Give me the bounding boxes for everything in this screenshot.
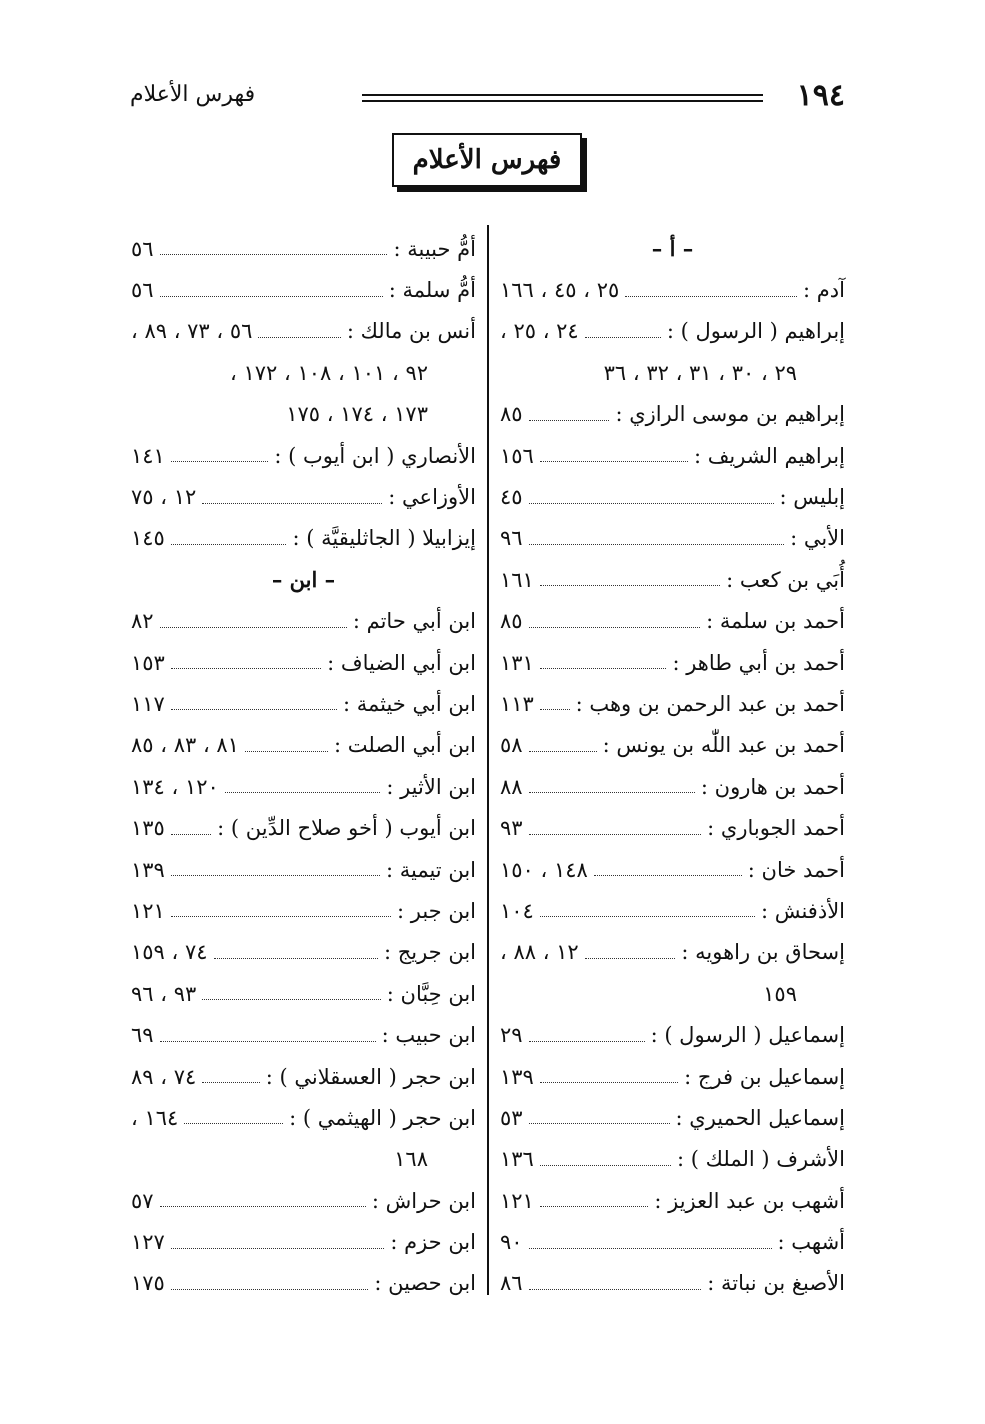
- entry-pages: ٥٦: [131, 278, 154, 303]
- entry-name: إسماعيل ( الرسول ) :: [650, 1023, 845, 1048]
- entry-pages: ٧٤ ، ١٥٩: [131, 940, 208, 965]
- entry-pages: ٥٨: [500, 733, 523, 758]
- index-entry: [500, 932, 845, 973]
- index-column-right: [500, 228, 845, 1304]
- entry-pages: ١٣٩: [131, 857, 165, 882]
- entry-pages: ١١٣: [500, 691, 534, 716]
- leader-dots: [529, 1041, 645, 1042]
- entry-name: إبراهيم بن موسى الرازي :: [615, 402, 845, 427]
- index-entry: [500, 1097, 845, 1138]
- entry-name: أشهب بن عبد العزيز :: [654, 1188, 845, 1213]
- entry-name: ابن الأثير :: [386, 774, 476, 799]
- leader-dots: [529, 503, 774, 504]
- entry-name: أحمد بن عبد اللّٰه بن يونس :: [602, 733, 845, 758]
- entry-pages: ٨٨: [500, 774, 523, 799]
- entry-name: أنس بن مالك :: [346, 319, 476, 344]
- index-entry-continuation: ١٥٩: [763, 981, 797, 1006]
- section-heading: – أ –: [651, 236, 694, 262]
- leader-dots: [540, 1082, 678, 1083]
- leader-dots: [160, 1041, 376, 1042]
- entry-name: أمُّ حبيبة :: [393, 236, 476, 261]
- leader-dots: [529, 1289, 702, 1290]
- entry-pages: ٩٠: [500, 1230, 523, 1255]
- entry-pages: ٢٩: [500, 1023, 523, 1048]
- index-entry: [131, 1014, 476, 1055]
- leader-dots: [171, 834, 211, 835]
- entry-pages: ٩٣ ، ٩٦: [131, 981, 197, 1006]
- entry-name: إسماعيل بن فرج :: [684, 1064, 845, 1089]
- index-entry: [131, 849, 476, 890]
- leader-dots: [258, 337, 340, 338]
- entry-name: إسماعيل الحميري :: [675, 1105, 845, 1130]
- index-entry: [500, 766, 845, 807]
- entry-name: إيزابيلا ( الجاثليقيَّة ) :: [292, 526, 476, 551]
- entry-name: الأبي :: [790, 526, 845, 551]
- entry-name: ابن أبي الضياف :: [327, 650, 476, 675]
- index-entry: [500, 1180, 845, 1221]
- index-entry: [131, 476, 476, 517]
- entry-pages: ١٣٥: [131, 816, 165, 841]
- leader-dots: [171, 461, 269, 462]
- index-entry-continuation: ١٦٨: [394, 1147, 428, 1172]
- leader-dots: [202, 1082, 260, 1083]
- leader-dots: [529, 1123, 670, 1124]
- leader-dots: [202, 503, 382, 504]
- entry-pages: ١٤٥: [131, 526, 165, 551]
- index-entry: [131, 725, 476, 766]
- entry-name: إبليس :: [779, 485, 845, 510]
- leader-dots: [540, 585, 720, 586]
- leader-dots: [529, 792, 695, 793]
- entry-pages: ١٢١: [500, 1188, 534, 1213]
- entry-pages: ٤٥: [500, 485, 523, 510]
- index-entry: [131, 1097, 476, 1138]
- entry-name: الأذفنش :: [760, 898, 845, 923]
- entry-pages: ١٢ ، ٧٥: [131, 485, 197, 510]
- entry-name: الأوزاعي :: [388, 485, 476, 510]
- leader-dots: [171, 875, 380, 876]
- index-entry: [500, 725, 845, 766]
- index-entry: [131, 807, 476, 848]
- index-entry: [500, 311, 845, 352]
- column-separator: [487, 225, 489, 1295]
- leader-dots: [529, 1248, 772, 1249]
- entry-name: أحمد بن عبد الرحمن بن وهب :: [575, 691, 845, 716]
- leader-dots: [171, 544, 287, 545]
- entry-name: الأشرف ( الملك ) :: [677, 1147, 845, 1172]
- entry-name: ابن حِبَّان :: [386, 981, 476, 1006]
- entry-pages: ٥٣: [500, 1105, 523, 1130]
- index-entry: [500, 601, 845, 642]
- leader-dots: [594, 875, 742, 876]
- leader-dots: [540, 916, 755, 917]
- index-entry: [131, 973, 476, 1014]
- entry-pages: ٨٢: [131, 609, 154, 634]
- running-title: فهرس الأعلام: [130, 82, 256, 107]
- entry-name: ابن حزم :: [390, 1230, 476, 1255]
- leader-dots: [540, 709, 570, 710]
- header-rule: [362, 94, 763, 102]
- index-entry: [500, 1014, 845, 1055]
- entry-name: ابن أبي حاتم :: [352, 609, 476, 634]
- leader-dots: [529, 627, 701, 628]
- leader-dots: [171, 916, 391, 917]
- leader-dots: [585, 337, 661, 338]
- entry-name: إبراهيم ( الرسول ) :: [666, 319, 845, 344]
- leader-dots: [529, 834, 702, 835]
- entry-pages: ١٦١: [500, 567, 534, 592]
- entry-pages: ٨٥: [500, 609, 523, 634]
- entry-pages: ١٤١: [131, 443, 165, 468]
- index-entry: [131, 890, 476, 931]
- leader-dots: [245, 751, 328, 752]
- index-entry: [131, 435, 476, 476]
- entry-name: ابن أبي خيثمة :: [342, 691, 476, 716]
- leader-dots: [214, 958, 378, 959]
- entry-name: أحمد بن أبي طاهر :: [672, 650, 845, 675]
- entry-name: إسحاق بن راهويه :: [681, 940, 845, 965]
- index-entry: [500, 476, 845, 517]
- index-entry: [500, 435, 845, 476]
- entry-pages: ١٥٣: [131, 650, 165, 675]
- leader-dots: [171, 1248, 384, 1249]
- entry-pages: ٨٦: [500, 1271, 523, 1296]
- entry-pages: ١٣٦: [500, 1147, 534, 1172]
- entry-pages: ١٣٩: [500, 1064, 534, 1089]
- entry-name: إبراهيم الشريف :: [693, 443, 845, 468]
- index-entry-continuation: ٢٩ ، ٣٠ ، ٣١ ، ٣٢ ، ٣٦: [603, 360, 797, 385]
- index-entry: [500, 394, 845, 435]
- entry-name: الأصبغ بن نباتة :: [707, 1271, 845, 1296]
- page-title: فهرس الأعلام: [392, 133, 582, 187]
- index-entry: [131, 269, 476, 310]
- entry-name: أشهب :: [777, 1230, 845, 1255]
- entry-pages: ٩٣: [500, 816, 523, 841]
- leader-dots: [585, 958, 676, 959]
- entry-name: أمُّ سلمة :: [388, 278, 476, 303]
- entry-pages: ٥٦ ، ٧٣ ، ٨٩ ،: [131, 319, 253, 344]
- entry-name: أحمد بن سلمة :: [706, 609, 845, 634]
- entry-pages: ١١٧: [131, 691, 165, 716]
- leader-dots: [184, 1123, 283, 1124]
- leader-dots: [625, 296, 797, 297]
- running-header: [130, 78, 845, 118]
- leader-dots: [160, 296, 383, 297]
- leader-dots: [160, 254, 388, 255]
- leader-dots: [160, 1206, 366, 1207]
- entry-pages: ٩٦: [500, 526, 523, 551]
- entry-pages: ٦٩: [131, 1023, 154, 1048]
- entry-name: ابن حجر ( العسقلاني ) :: [265, 1064, 476, 1089]
- page-number: ١٩٤: [796, 78, 845, 113]
- index-entry-continuation: ١٧٣ ، ١٧٤ ، ١٧٥: [286, 402, 428, 427]
- leader-dots: [540, 461, 688, 462]
- index-entry: [500, 1221, 845, 1262]
- entry-pages: ١٢ ، ٨٨ ،: [500, 940, 579, 965]
- leader-dots: [171, 1289, 369, 1290]
- entry-pages: ٨٥: [500, 402, 523, 427]
- leader-dots: [540, 668, 667, 669]
- index-entry: [131, 1056, 476, 1097]
- index-entry: [131, 1180, 476, 1221]
- index-entry: [131, 228, 476, 269]
- index-entry: [500, 807, 845, 848]
- entry-pages: ١٠٤: [500, 898, 534, 923]
- index-entry: [131, 601, 476, 642]
- index-entry: [500, 890, 845, 931]
- entry-name: ابن أيوب ( أخو صلاح الدِّين ) :: [217, 816, 476, 841]
- entry-pages: ٢٥ ، ٤٥ ، ١٦٦: [500, 278, 620, 303]
- entry-pages: ١٢١: [131, 898, 165, 923]
- index-entry: [500, 683, 845, 724]
- entry-name: ابن جبر :: [397, 898, 476, 923]
- entry-name: أحمد بن هارون :: [700, 774, 845, 799]
- entry-name: ابن حجر ( الهيثمي ) :: [289, 1105, 476, 1130]
- leader-dots: [529, 544, 785, 545]
- index-entry-continuation: ٩٢ ، ١٠١ ، ١٠٨ ، ١٧٢ ،: [230, 360, 428, 385]
- index-entry: [500, 642, 845, 683]
- index-entry: [131, 1221, 476, 1262]
- entry-pages: ١٦٤ ،: [131, 1105, 179, 1130]
- entry-name: آدم :: [803, 278, 845, 303]
- index-entry: [500, 1263, 845, 1304]
- entry-pages: ١٢٧: [131, 1230, 165, 1255]
- index-entry: [500, 269, 845, 310]
- leader-dots: [225, 792, 381, 793]
- index-entry: [500, 849, 845, 890]
- index-entry: [131, 1263, 476, 1304]
- leader-dots: [529, 420, 610, 421]
- index-entry: [500, 1139, 845, 1180]
- entry-pages: ٢٤ ، ٢٥ ،: [500, 319, 579, 344]
- entry-name: أُبَي بن كعب :: [726, 567, 845, 592]
- index-entry: [131, 683, 476, 724]
- entry-pages: ١٢٠ ، ١٣٤: [131, 774, 219, 799]
- leader-dots: [171, 709, 337, 710]
- entry-pages: ٨١ ، ٨٣ ، ٨٥: [131, 733, 239, 758]
- leader-dots: [202, 999, 381, 1000]
- entry-pages: ١٤٨ ، ١٥٠: [500, 857, 588, 882]
- entry-name: ابن تيمية :: [385, 857, 476, 882]
- entry-name: ابن حبيب :: [381, 1023, 476, 1048]
- entry-name: ابن جريج :: [383, 940, 476, 965]
- index-entry: [131, 311, 476, 352]
- entry-name: ابن حراش :: [371, 1188, 476, 1213]
- entry-name: الأنصاري ( ابن أيوب ) :: [274, 443, 476, 468]
- entry-pages: ٥٦: [131, 236, 154, 261]
- leader-dots: [171, 668, 321, 669]
- leader-dots: [160, 627, 347, 628]
- leader-dots: [540, 1165, 671, 1166]
- entry-name: أحمد الجوباري :: [707, 816, 845, 841]
- leader-dots: [540, 1206, 649, 1207]
- index-entry: [131, 932, 476, 973]
- index-entry: [500, 518, 845, 559]
- section-heading: – ابن –: [271, 567, 336, 593]
- index-entry: [131, 642, 476, 683]
- entry-pages: ١٥٦: [500, 443, 534, 468]
- entry-pages: ٧٤ ، ٨٩: [131, 1064, 197, 1089]
- index-entry: [131, 518, 476, 559]
- entry-name: ابن حصين :: [374, 1271, 476, 1296]
- index-column-left: [131, 228, 476, 1304]
- entry-pages: ١٧٥: [131, 1271, 165, 1296]
- entry-name: ابن أبي الصلت :: [334, 733, 476, 758]
- index-entry: [500, 1056, 845, 1097]
- leader-dots: [529, 751, 597, 752]
- entry-pages: ٥٧: [131, 1188, 154, 1213]
- entry-name: أحمد خان :: [747, 857, 845, 882]
- index-entry: [131, 766, 476, 807]
- index-entry: [500, 559, 845, 600]
- entry-pages: ١٣١: [500, 650, 534, 675]
